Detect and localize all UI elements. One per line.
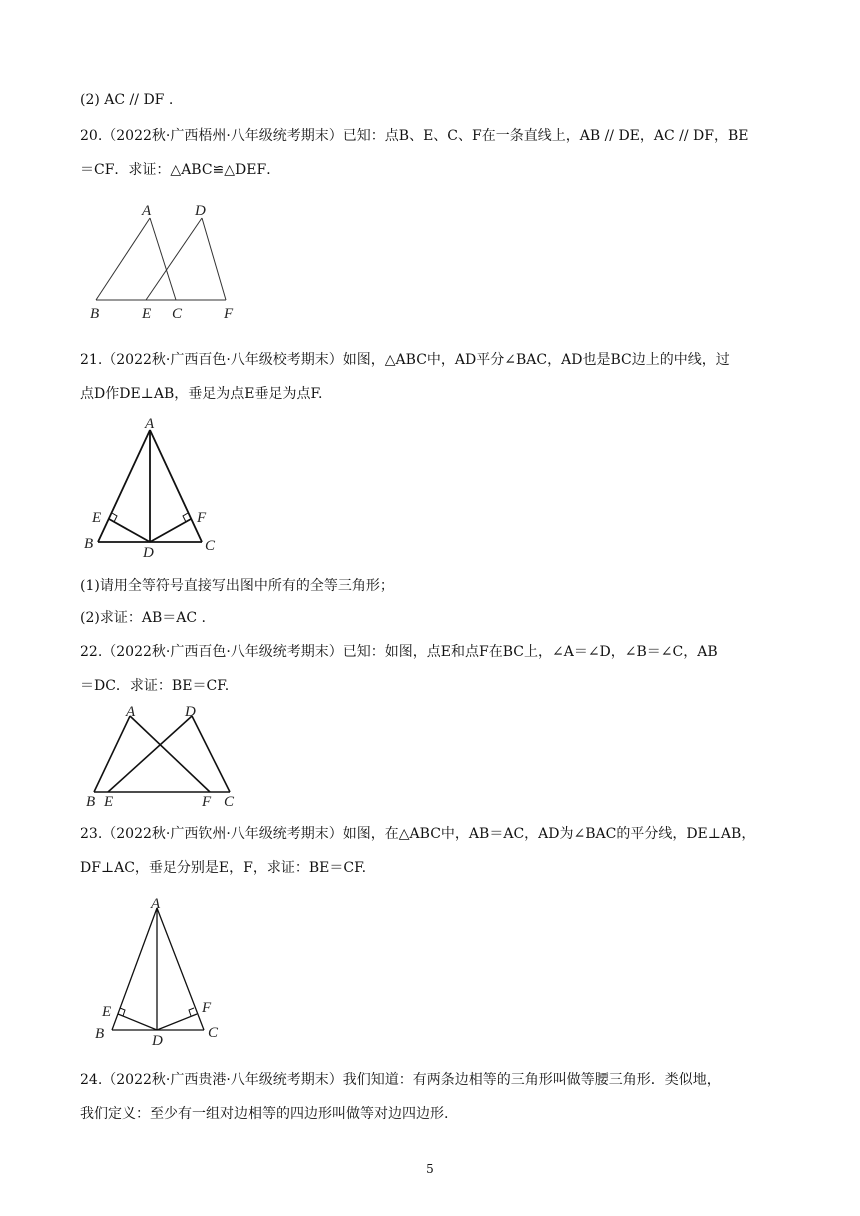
label-E: E	[142, 306, 152, 322]
question-22: 22.（2022秋·广西百色·八年级统考期末）已知：如图，点E和点F在BC上，∠A＝∠D，∠B＝∠C，AB	[80, 644, 718, 660]
label-A: A	[126, 704, 136, 720]
label-D: D	[195, 203, 206, 219]
label-B: B	[90, 306, 100, 322]
label-B: B	[86, 794, 96, 810]
label-E: E	[102, 1004, 112, 1020]
question-22-cont: ＝DC．求证：BE＝CF.	[80, 678, 230, 694]
label-D: D	[152, 1033, 163, 1049]
page-number: 5	[426, 1162, 434, 1176]
label-E: E	[104, 794, 114, 810]
label-D: D	[185, 704, 196, 720]
question-20-cont: ＝CF．求证：△ABC≌△DEF．	[80, 162, 281, 178]
label-C: C	[208, 1025, 219, 1041]
question-24: 24.（2022秋·广西贵港·八年级统考期末）我们知道：有两条边相等的三角形叫做等腰三角形．类似地，	[80, 1072, 721, 1088]
question-23: 23.（2022秋·广西钦州·八年级统考期末）如图，在△ABC中，AB＝AC，AD为∠BAC的平分线，DE⊥AB，	[80, 826, 756, 842]
label-A: A	[151, 896, 161, 912]
label-B: B	[84, 536, 94, 552]
question-24-cont: 我们定义：至少有一组对边相等的四边形叫做等对边四边形.	[80, 1106, 449, 1122]
label-D: D	[143, 545, 154, 561]
text-line: (2) AC // DF .	[80, 92, 174, 108]
label-F: F	[197, 510, 207, 526]
label-F: F	[202, 794, 212, 810]
question-21: 21.（2022秋·广西百色·八年级校考期末）如图，△ABC中，AD平分∠BAC，AD也是BC边上的中线，过	[80, 352, 730, 368]
label-C: C	[224, 794, 235, 810]
figure-q23	[80, 892, 230, 1050]
figure-q20	[80, 196, 250, 326]
label-F: F	[202, 1000, 212, 1016]
figure-q21	[80, 412, 230, 562]
label-E: E	[92, 510, 102, 526]
label-C: C	[172, 306, 183, 322]
label-A: A	[145, 416, 155, 432]
question-23-cont: DF⊥AC，垂足分别是E，F，求证：BE＝CF.	[80, 860, 367, 876]
question-21-part1: (1)请用全等符号直接写出图中所有的全等三角形；	[80, 578, 394, 594]
question-20: 20.（2022秋·广西梧州·八年级统考期末）已知：点B、E、C、F在一条直线上，AB // DE，AC // DF，BE	[80, 128, 749, 144]
label-B: B	[95, 1026, 105, 1042]
figure-q22	[80, 702, 250, 812]
label-C: C	[205, 538, 216, 554]
question-21-cont: 点D作DE⊥AB，垂足为点E垂足为点F.	[80, 386, 323, 402]
question-21-part2: (2)求证：AB＝AC .	[80, 610, 206, 626]
label-F: F	[224, 306, 234, 322]
label-A: A	[142, 203, 152, 219]
